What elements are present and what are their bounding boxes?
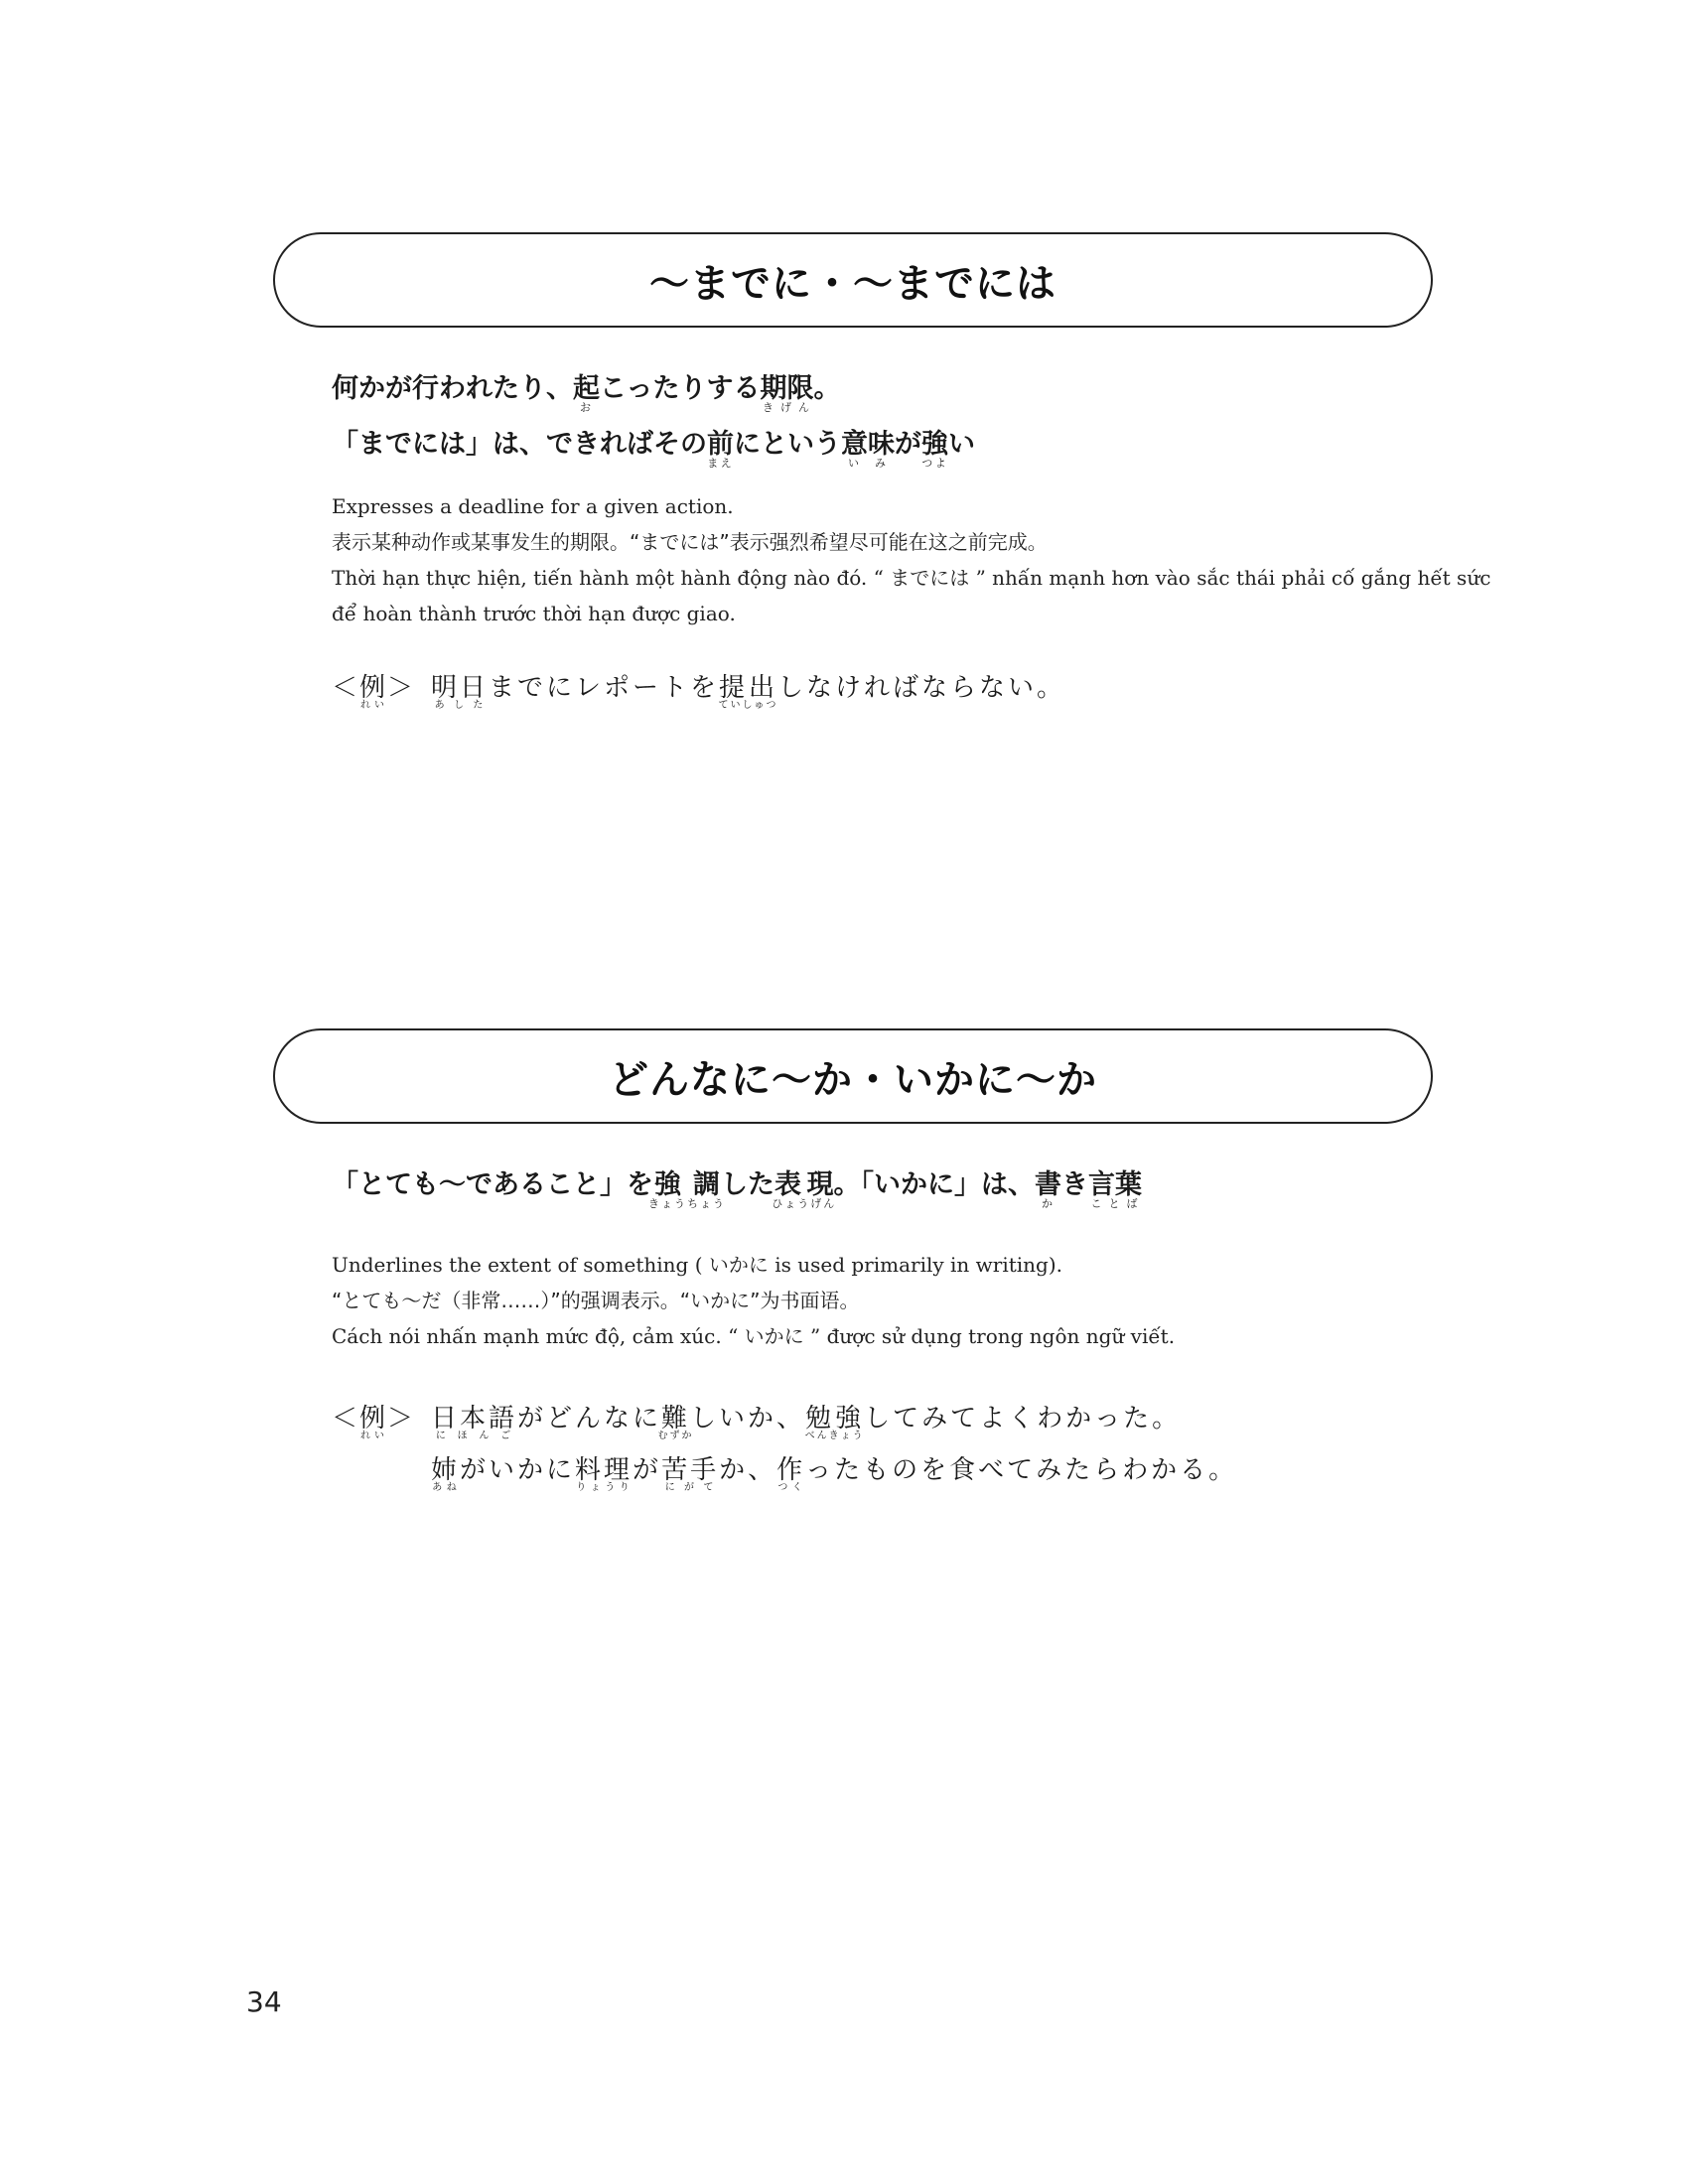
translation-vietnamese: Cách nói nhấn mạnh mức độ, cảm xúc. “ いかに ” được sử dụng trong ngôn ngữ viết. <box>332 1324 1176 1348</box>
translation-vietnamese-cont: để hoàn thành trước thời hạn được giao. <box>332 602 736 625</box>
translation-vietnamese: Thời hạn thực hiện, tiến hành một hành động nào đó. “ までには ” nhấn mạnh hơn vào sắc thái phải cố gắng hết sức <box>332 566 1491 590</box>
translation-english: Expresses a deadline for a given action. <box>332 494 734 518</box>
example-sentence: 日本語にほんごがどんなに難むずかしいか、勉強べんきょうしてみてよくわかった。 <box>431 1404 1182 1441</box>
example-block <box>332 667 1434 719</box>
japanese-explanation <box>332 1171 1434 1227</box>
example-label: ＜例れい＞ <box>332 1404 416 1441</box>
translation-chinese: “とても～だ（非常……）”的强调表示。“いかに”为书面语。 <box>332 1289 860 1312</box>
translations <box>332 488 1491 631</box>
example-row <box>332 667 1434 719</box>
section-title-box <box>273 232 1433 328</box>
section-title: ～までに・～までには <box>649 260 1056 307</box>
example-label: ＜例れい＞ <box>332 673 416 711</box>
explanation-line: 「とても～であること」を強調きょうちょうした表現ひょうげん。「いかに」は、書かき言葉ことば <box>332 1169 1142 1210</box>
example-sentence: 明日あしたまでにレポートを提出ていしゅつしなければならない。 <box>431 673 1066 711</box>
section-title: どんなに～か・いかに～か <box>609 1056 1097 1103</box>
translation-english: Underlines the extent of something ( いかに is used primarily in writing). <box>332 1253 1063 1277</box>
translation-chinese: 表示某种动作或某事发生的期限。“までには”表示强烈希望尽可能在这之前完成。 <box>332 530 1048 554</box>
japanese-explanation <box>332 375 1434 486</box>
example-row <box>332 1449 1434 1501</box>
explanation-line: 何かが行われたり、起おこったりする期限きげん。 <box>332 373 841 414</box>
example-sentence: 姉あねがいかに料理りょうりが苦手にがてか、作つくったものを食べてみたらわかる。 <box>431 1455 1238 1493</box>
example-block <box>332 1398 1434 1501</box>
section-title-box <box>273 1028 1433 1124</box>
translations <box>332 1247 1434 1354</box>
page-number: 34 <box>246 1985 282 2018</box>
example-row <box>332 1398 1434 1449</box>
explanation-line: 「までには」は、できればその前まえにという意味いみが強つよい <box>332 429 975 470</box>
